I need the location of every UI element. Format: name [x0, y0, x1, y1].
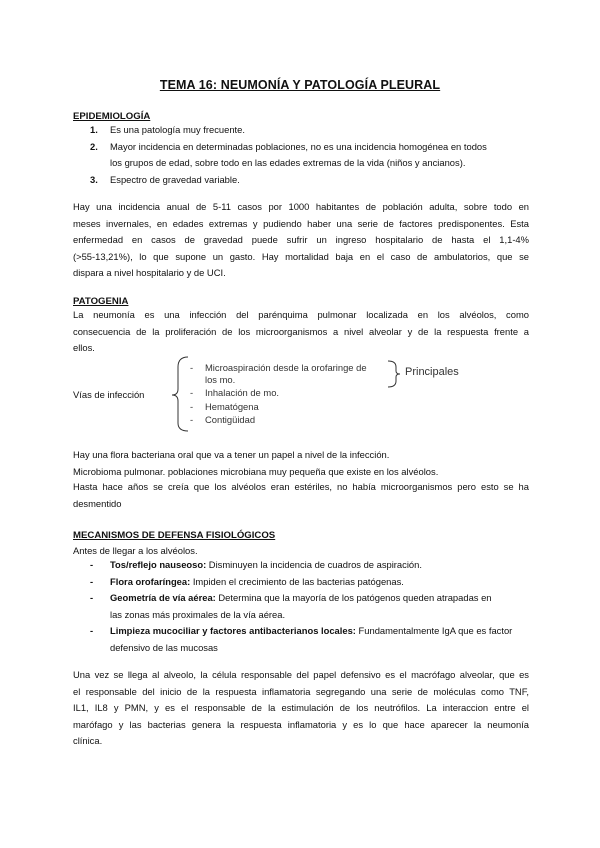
- diagram-item: Hematógena: [205, 401, 259, 412]
- paragraph-line: (>55-13,21%), lo que supone un gasto. Hay mortalidad baja en el caso de ambulatorios, que se: [73, 250, 529, 262]
- list-term: Limpieza mucociliar y factores antibacterianos locales:: [110, 625, 356, 636]
- diagram-item: Contigüidad: [205, 414, 256, 425]
- list-dash: -: [90, 559, 94, 570]
- patogenia-paragraph-2: [73, 479, 529, 512]
- paragraph-line: Hasta hace años se creía que los alvéolos eran estériles, no había microorganismos pero esto se ha: [73, 481, 529, 492]
- list-number: 1.: [90, 124, 98, 135]
- paragraph-line: meses invernales, en edades extremas y pudiendo haber una serie de factores predisponentes. Esta: [73, 217, 529, 229]
- paragraph-line: dispara a nivel hospitalario y de UCI.: [73, 267, 226, 278]
- diagram-principales-label: Principales: [405, 366, 459, 378]
- paragraph-line: Una vez se llega al alveolo, la célula responsable del papel defensivo es el macrófago alveolar, que es: [73, 669, 529, 680]
- list-term: Flora orofaríngea:: [110, 575, 191, 587]
- diagram-label: Vías de infección: [73, 389, 145, 400]
- list-number: 3.: [90, 173, 98, 185]
- heading-patogenia: PATOGENIA: [73, 296, 129, 307]
- diagram-item: los mo.: [205, 374, 236, 385]
- paragraph-line: consecuencia de la proliferación de los microorganismos a nivel alveolar y de la respuesta frente a: [73, 325, 529, 337]
- epidemiologia-paragraph: [73, 199, 529, 282]
- list-text: las zonas más proximales de la vía aérea.: [110, 608, 286, 620]
- list-number: 2.: [90, 140, 98, 152]
- list-term: Geometría de vía aérea:: [110, 592, 216, 603]
- paragraph-line: Hay una incidencia anual de 5-11 casos por 1000 habitantes de población adulta, sobre todo en: [73, 201, 529, 212]
- heading-mecanismos: MECANISMOS DE DEFENSA FISIOLÓGICOS: [73, 530, 276, 541]
- diagram-item: Inhalación de mo.: [205, 387, 280, 398]
- diagram-dash: -: [190, 414, 194, 425]
- list-text: Mayor incidencia en determinadas poblaciones, no es una incidencia homogénea en todos: [110, 140, 487, 152]
- list-text: Disminuyen la incidencia de cuadros de aspiración.: [206, 559, 422, 570]
- paragraph-line: desmentido: [73, 497, 122, 509]
- paragraph-line: marófago y las bacterias genera la respuesta inflamatoria y es lo que hace aparecer la neumonía: [73, 718, 529, 730]
- list-text: los grupos de edad, sobre todo en las edades extremas de la vida (niños y ancianos).: [110, 157, 466, 168]
- diagram-dash: -: [190, 362, 194, 373]
- text-line: Microbioma pulmonar. poblaciones microbiana muy pequeña que existe en los alvéolos.: [73, 466, 439, 477]
- list-text: defensivo de las mucosas: [110, 641, 218, 653]
- list-dash: -: [90, 625, 94, 636]
- diagram-dash: -: [190, 401, 194, 412]
- paragraph-line: clínica.: [73, 735, 103, 746]
- list-text: Fundamentalmente IgA que es factor: [355, 625, 513, 636]
- list-dash: -: [90, 592, 94, 603]
- paragraph-line: enfermedad en casos de gravedad puede sufrir un ingreso hospitalario de hasta el 1,1-4%: [73, 234, 529, 245]
- paragraph-line: el responsable del inicio de la respuesta inflamatoria segregando una serie de moléculas como TNF,: [73, 685, 529, 697]
- text-line: Antes de llegar a los alvéolos.: [73, 545, 198, 556]
- list-text: Espectro de gravedad variable.: [110, 173, 240, 185]
- patogenia-paragraph: [73, 307, 529, 357]
- curly-brace-left: [172, 357, 188, 431]
- list-dash: -: [90, 575, 94, 587]
- paragraph-line: IL1, IL8 y PMN, y es el responsable de la estimulación de los neutrófilos. La interaccion entre el: [73, 702, 529, 713]
- paragraph-line: ellos.: [73, 342, 95, 353]
- mecanismos-paragraph: [73, 667, 529, 750]
- heading-epidemiologia: EPIDEMIOLOGÍA: [73, 111, 151, 122]
- text-line: Hay una flora bacteriana oral que va a tener un papel a nivel de la infección.: [73, 449, 390, 460]
- list-text: Es una patología muy frecuente.: [110, 124, 245, 135]
- list-text: Impiden el crecimiento de las bacterias patógenas.: [190, 575, 404, 587]
- diagram-item: Microaspiración desde la orofaringe de: [205, 362, 367, 373]
- list-term: Tos/reflejo nauseoso:: [110, 559, 207, 570]
- diagram-dash: -: [190, 387, 194, 398]
- document-title: TEMA 16: NEUMONÍA Y PATOLOGÍA PLEURAL: [159, 78, 441, 92]
- curly-brace-right: [388, 361, 400, 387]
- paragraph-line: La neumonía es una infección del parénquima pulmonar localizada en los alvéolos, como: [73, 309, 529, 320]
- list-text: Determina que la mayoría de los patógenos queden atrapadas en: [215, 592, 492, 603]
